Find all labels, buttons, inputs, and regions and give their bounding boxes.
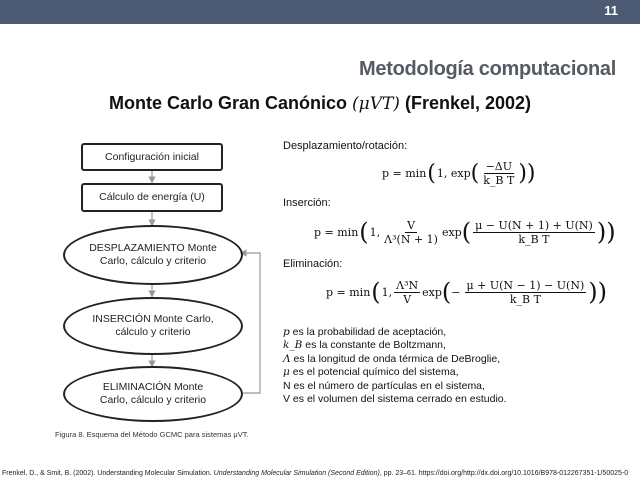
definition-item: k_B es la constante de Boltzmann, bbox=[283, 339, 446, 352]
figure-caption: Figura 8. Esquema del Método GCMC para sistemas μVT. bbox=[55, 430, 249, 439]
top-bar bbox=[0, 0, 640, 24]
definition-item: N es el número de partículas en el sistema, bbox=[283, 379, 485, 392]
label-displacement: Desplazamiento/rotación: bbox=[283, 140, 408, 152]
equation-insertion: p = min ( 1, $\frac{V}{\text{Λ³(N + 1)}}$ exp ( $\frac{\mu - U(N + 1) + U(N)}{\text{k\_B T}}$ )) bbox=[314, 218, 616, 246]
equation-displacement: p = min ( 1, exp ( $\frac{-\Delta U}{\text{k\_B T}}$ )) bbox=[382, 160, 536, 187]
equation-elimination: p = min ( 1, $\frac{\text{Λ³N}}{V}$ exp ( − $\frac{\mu + U(N - 1) - U(N)}{\text{k\_B T}}$ )) bbox=[326, 278, 607, 306]
definition-item: V es el volumen del sistema cerrado en estudio. bbox=[283, 393, 507, 406]
node-initial-config: Configuración inicial bbox=[81, 143, 223, 171]
node-insertion: INSERCIÓN Monte Carlo, cálculo y criterio bbox=[63, 297, 243, 355]
loop-arrow bbox=[243, 253, 260, 393]
slide-title bbox=[0, 93, 640, 114]
label-elimination: Eliminación: bbox=[283, 258, 343, 270]
slide-title-math: (μVT) bbox=[352, 94, 400, 114]
reference: Frenkel, D., & Smit, B. (2002). Understanding Molecular Simulation. Understanding Molecular Simulation (Second Edition), pp. 23–61. https://doi.org/http://dx.doi.org/10.1016/B978-012267351-1/50025-0 bbox=[2, 470, 629, 477]
flowchart bbox=[55, 135, 285, 430]
definitions-list bbox=[283, 326, 507, 406]
section-title: Metodología computacional bbox=[359, 58, 616, 80]
node-energy-calc: Cálculo de energía (U) bbox=[81, 183, 223, 212]
slide-title-text: Monte Carlo Gran Canónico bbox=[108, 93, 347, 113]
definition-item: p es la probabilidad de aceptación, bbox=[283, 326, 447, 338]
label-insertion: Inserción: bbox=[283, 197, 331, 209]
node-displacement: DESPLAZAMIENTO Monte Carlo, cálculo y criterio bbox=[63, 225, 243, 285]
definition-item: μ es el potencial químico del sistema, bbox=[283, 366, 459, 379]
node-elimination: ELIMINACIÓN Monte Carlo, cálculo y criterio bbox=[63, 366, 243, 422]
slide-title-citation: (Frenkel, 2002) bbox=[404, 93, 532, 113]
definition-item: Λ es la longitud de onda térmica de DeBroglie, bbox=[283, 352, 501, 365]
page-number: 11 bbox=[604, 3, 618, 18]
